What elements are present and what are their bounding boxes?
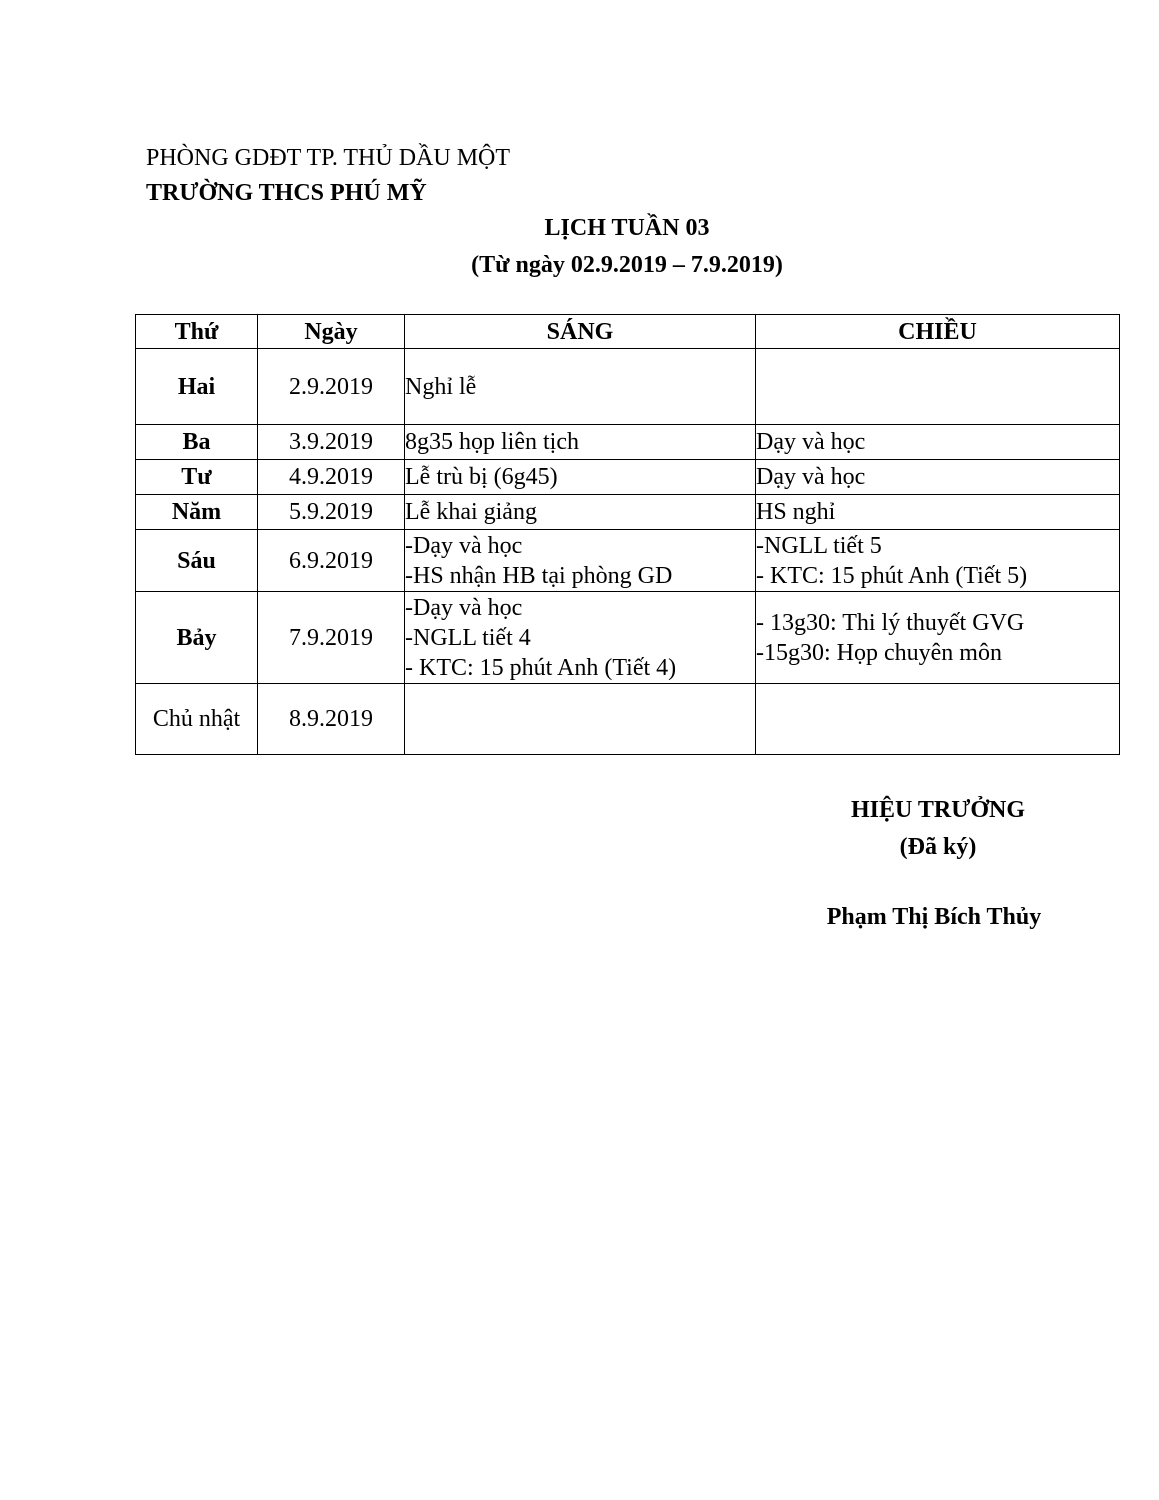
date-range: (Từ ngày 02.9.2019 – 7.9.2019) [471,252,783,278]
afternoon-cell [756,349,1120,425]
column-header-afternoon: CHIỀU [756,315,1120,349]
table-row [136,530,1120,592]
morning-line: -NGLL tiết 4 [405,624,531,651]
table-row [136,349,1120,425]
department-name: PHÒNG GDĐT TP. THỦ DẦU MỘT [146,145,511,171]
date-cell: 8.9.2019 [258,684,405,755]
weekly-schedule-table [135,314,1120,755]
date-cell: 7.9.2019 [258,592,405,684]
school-name: TRƯỜNG THCS PHÚ MỸ [146,180,427,206]
signatory-title: HIỆU TRƯỞNG [850,797,1026,823]
afternoon-cell [756,530,1120,592]
date-cell: 4.9.2019 [258,460,405,495]
day-cell: Bảy [136,592,258,684]
day-cell: Sáu [136,530,258,592]
morning-line: -Dạy và học [405,594,523,621]
day-cell: Tư [136,460,258,495]
morning-cell [405,460,756,495]
day-cell: Chủ nhật [136,684,258,755]
day-cell: Ba [136,425,258,460]
afternoon-line: HS nghỉ [756,499,836,525]
column-header-date: Ngày [258,315,405,349]
afternoon-cell [756,460,1120,495]
table-row [136,592,1120,684]
day-cell: Năm [136,495,258,530]
morning-line: -HS nhận HB tại phòng GD [405,562,673,589]
morning-line: - KTC: 15 phút Anh (Tiết 4) [405,654,677,681]
date-cell: 6.9.2019 [258,530,405,592]
afternoon-cell [756,592,1120,684]
afternoon-line: - 13g30: Thi lý thuyết GVG [756,609,1025,636]
morning-line: Lễ khai giảng [405,499,537,525]
morning-cell [405,684,756,755]
morning-line: Lễ trù bị (6g45) [405,464,558,490]
document-title: LỊCH TUẦN 03 [544,215,710,241]
morning-cell [405,349,756,425]
table-row [136,460,1120,495]
date-cell: 3.9.2019 [258,425,405,460]
table-row [136,495,1120,530]
afternoon-cell [756,684,1120,755]
afternoon-line: -NGLL tiết 5 [756,532,882,559]
afternoon-line: -15g30: Họp chuyên môn [756,639,1002,666]
table-row [136,684,1120,755]
column-header-day: Thứ [136,315,258,349]
afternoon-line: - KTC: 15 phút Anh (Tiết 5) [756,562,1028,589]
signatory-name: Phạm Thị Bích Thủy [826,904,1042,930]
day-cell: Hai [136,349,258,425]
column-header-morning: SÁNG [405,315,756,349]
morning-cell [405,592,756,684]
date-cell: 2.9.2019 [258,349,405,425]
afternoon-line: Dạy và học [756,464,866,490]
morning-cell [405,425,756,460]
morning-cell [405,495,756,530]
afternoon-cell [756,495,1120,530]
signed-note: (Đã ký) [899,834,977,860]
afternoon-cell [756,425,1120,460]
afternoon-line: Dạy và học [756,429,866,455]
morning-cell [405,530,756,592]
morning-line: 8g35 họp liên tịch [405,429,579,455]
morning-line: Nghỉ lễ [405,373,477,400]
table-header-row [136,315,1120,349]
date-cell: 5.9.2019 [258,495,405,530]
table-row [136,425,1120,460]
morning-line: -Dạy và học [405,532,523,559]
